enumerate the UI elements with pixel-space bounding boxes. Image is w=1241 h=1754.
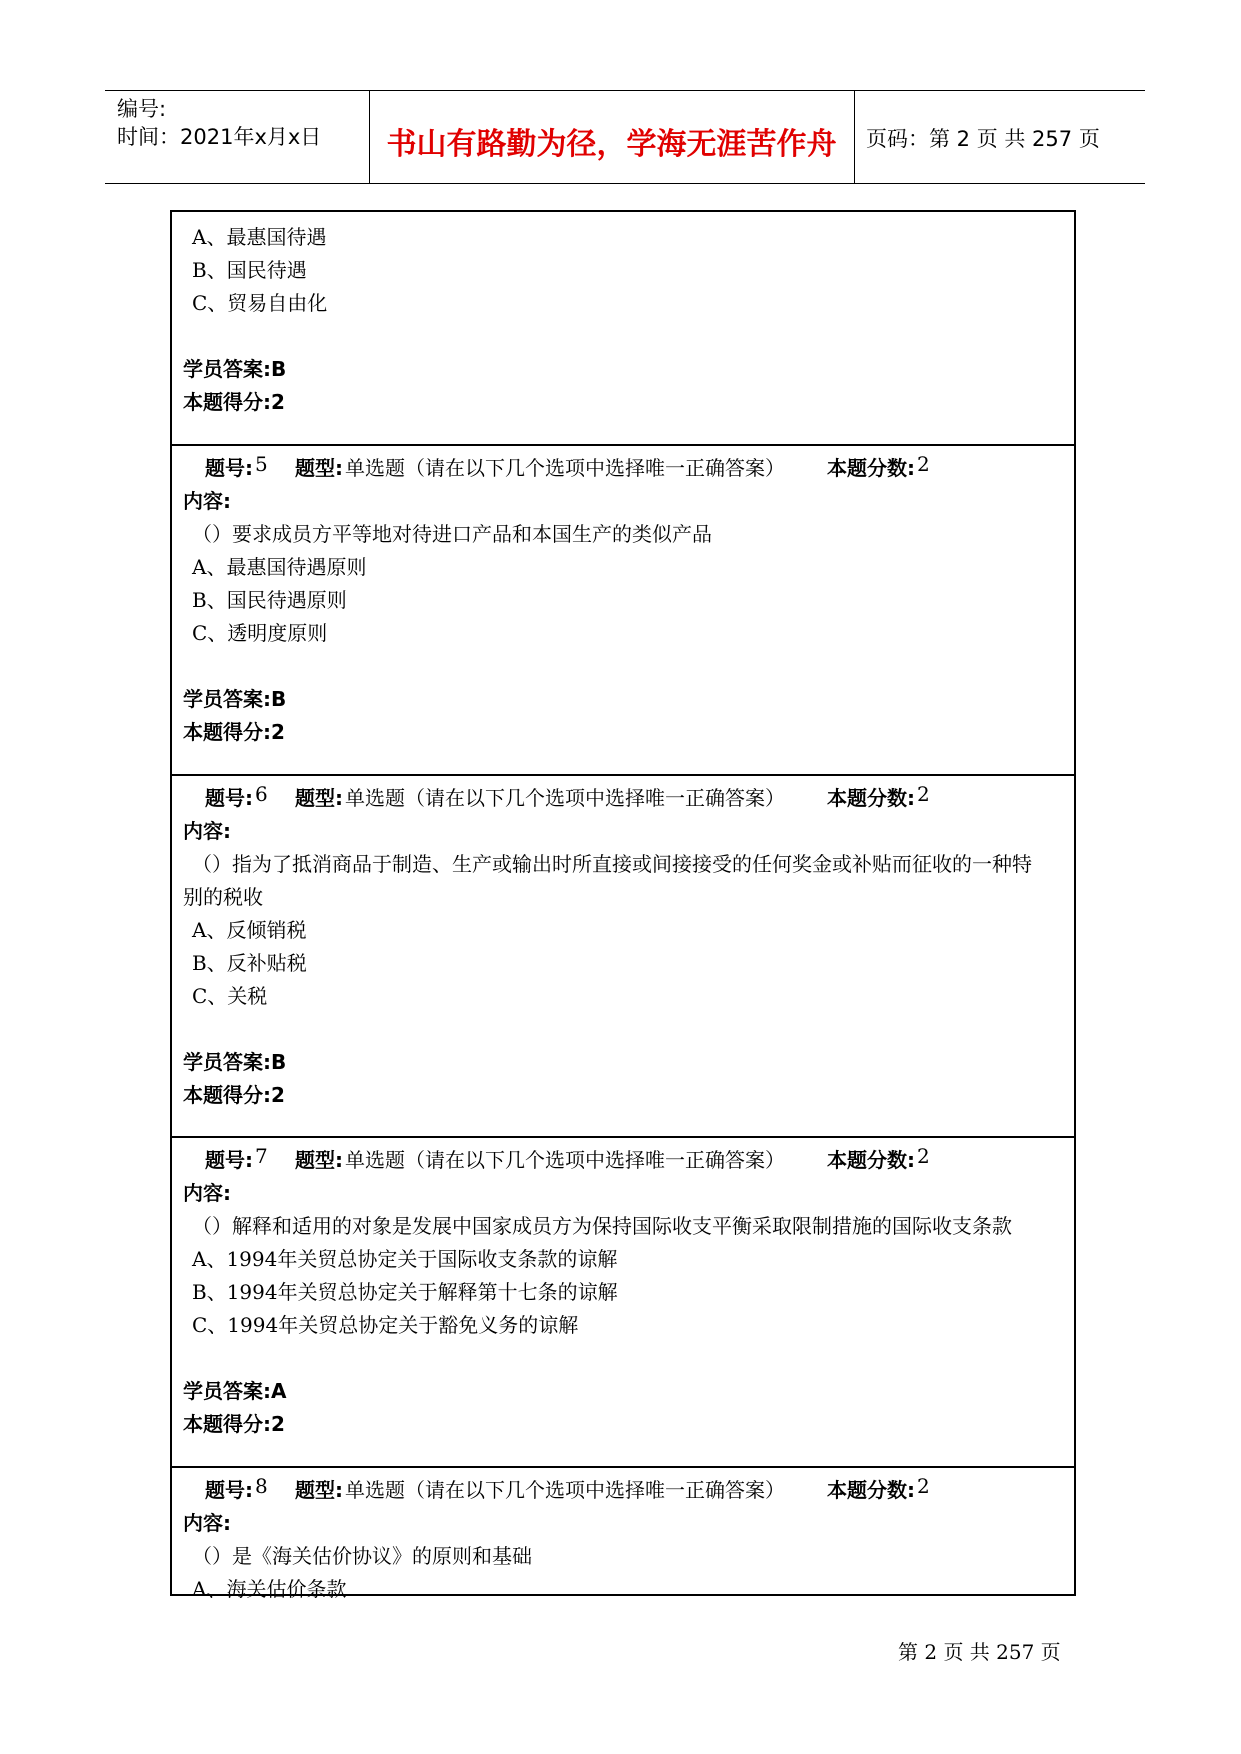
question-text: 别的税收 [183, 885, 263, 909]
option: C、关税 [192, 984, 268, 1008]
question-type: 单选题（请在以下几个选项中选择唯一正确答案） [345, 1148, 785, 1172]
option: C、透明度原则 [192, 621, 328, 645]
question-no-label: 题号: [205, 1478, 253, 1502]
option: A、最惠国待遇原则 [192, 555, 367, 579]
question-score: 本题得分:2 [183, 390, 285, 414]
question-points: 2 [917, 1144, 930, 1168]
option: B、1994年关贸总协定关于解释第十七条的谅解 [192, 1280, 618, 1304]
question-points-label: 本题分数: [827, 786, 915, 810]
content-label: 内容: [183, 1511, 231, 1535]
page-header [105, 90, 1145, 184]
student-answer: 学员答案:B [183, 687, 287, 711]
question-text: （）是《海关估价协议》的原则和基础 [192, 1544, 532, 1568]
option: B、国民待遇 [192, 258, 307, 282]
option: A、最惠国待遇 [192, 225, 327, 249]
question-text: （）指为了抵消商品于制造、生产或输出时所直接或间接接受的任何奖金或补贴而征收的一种特 [192, 852, 1032, 876]
student-answer: 学员答案:B [183, 357, 287, 381]
question-points-label: 本题分数: [827, 456, 915, 480]
option: B、国民待遇原则 [192, 588, 347, 612]
question-no: 5 [255, 452, 268, 476]
number-label: 编号: [117, 97, 167, 121]
question-type-label: 题型: [295, 786, 343, 810]
student-answer: 学员答案:B [183, 1050, 287, 1074]
question-text: （）解释和适用的对象是发展中国家成员方为保持国际收支平衡采取限制措施的国际收支条款 [192, 1214, 1012, 1238]
question-type: 单选题（请在以下几个选项中选择唯一正确答案） [345, 456, 785, 480]
question-no-label: 题号: [205, 786, 253, 810]
motto: 书山有路勤为径，学海无涯苦作舟 [386, 127, 837, 162]
question-block-7 [172, 1136, 1074, 1468]
question-type-label: 题型: [295, 1148, 343, 1172]
question-block-4-continued [172, 212, 1074, 444]
content-label: 内容: [183, 1181, 231, 1205]
option: A、反倾销税 [192, 918, 307, 942]
question-score: 本题得分:2 [183, 720, 285, 744]
question-table [170, 210, 1076, 1601]
question-text: （）要求成员方平等地对待进口产品和本国生产的类似产品 [192, 522, 712, 546]
header-left-cell [105, 91, 370, 183]
content-label: 内容: [183, 489, 231, 513]
option: C、1994年关贸总协定关于豁免义务的谅解 [192, 1313, 579, 1337]
option: A、1994年关贸总协定关于国际收支条款的谅解 [192, 1247, 618, 1271]
question-type-label: 题型: [295, 1478, 343, 1502]
content-label: 内容: [183, 819, 231, 843]
question-type-label: 题型: [295, 456, 343, 480]
header-right-cell [854, 91, 1145, 183]
option: B、反补贴税 [192, 951, 307, 975]
question-type: 单选题（请在以下几个选项中选择唯一正确答案） [345, 1478, 785, 1502]
question-no-label: 题号: [205, 1148, 253, 1172]
question-type: 单选题（请在以下几个选项中选择唯一正确答案） [345, 786, 785, 810]
question-block-5 [172, 444, 1074, 776]
page-footer: 第 2 页 共 257 页 [898, 1640, 1061, 1664]
header-motto-cell [369, 91, 855, 183]
option: A、海关估价条款 [192, 1577, 347, 1601]
page-info: 页码：第 2 页 共 257 页 [866, 127, 1100, 151]
option: C、贸易自由化 [192, 291, 328, 315]
question-points-label: 本题分数: [827, 1148, 915, 1172]
question-points: 2 [917, 782, 930, 806]
time-label: 时间：2021年x月x日 [117, 125, 322, 149]
student-answer: 学员答案:A [183, 1379, 287, 1403]
question-points: 2 [917, 452, 930, 476]
question-block-6 [172, 774, 1074, 1138]
question-no: 6 [255, 782, 268, 806]
question-block-8 [172, 1466, 1074, 1601]
question-score: 本题得分:2 [183, 1412, 285, 1436]
question-no-label: 题号: [205, 456, 253, 480]
question-score: 本题得分:2 [183, 1083, 285, 1107]
question-no: 7 [255, 1144, 268, 1168]
question-no: 8 [255, 1474, 268, 1498]
question-points: 2 [917, 1474, 930, 1498]
question-points-label: 本题分数: [827, 1478, 915, 1502]
